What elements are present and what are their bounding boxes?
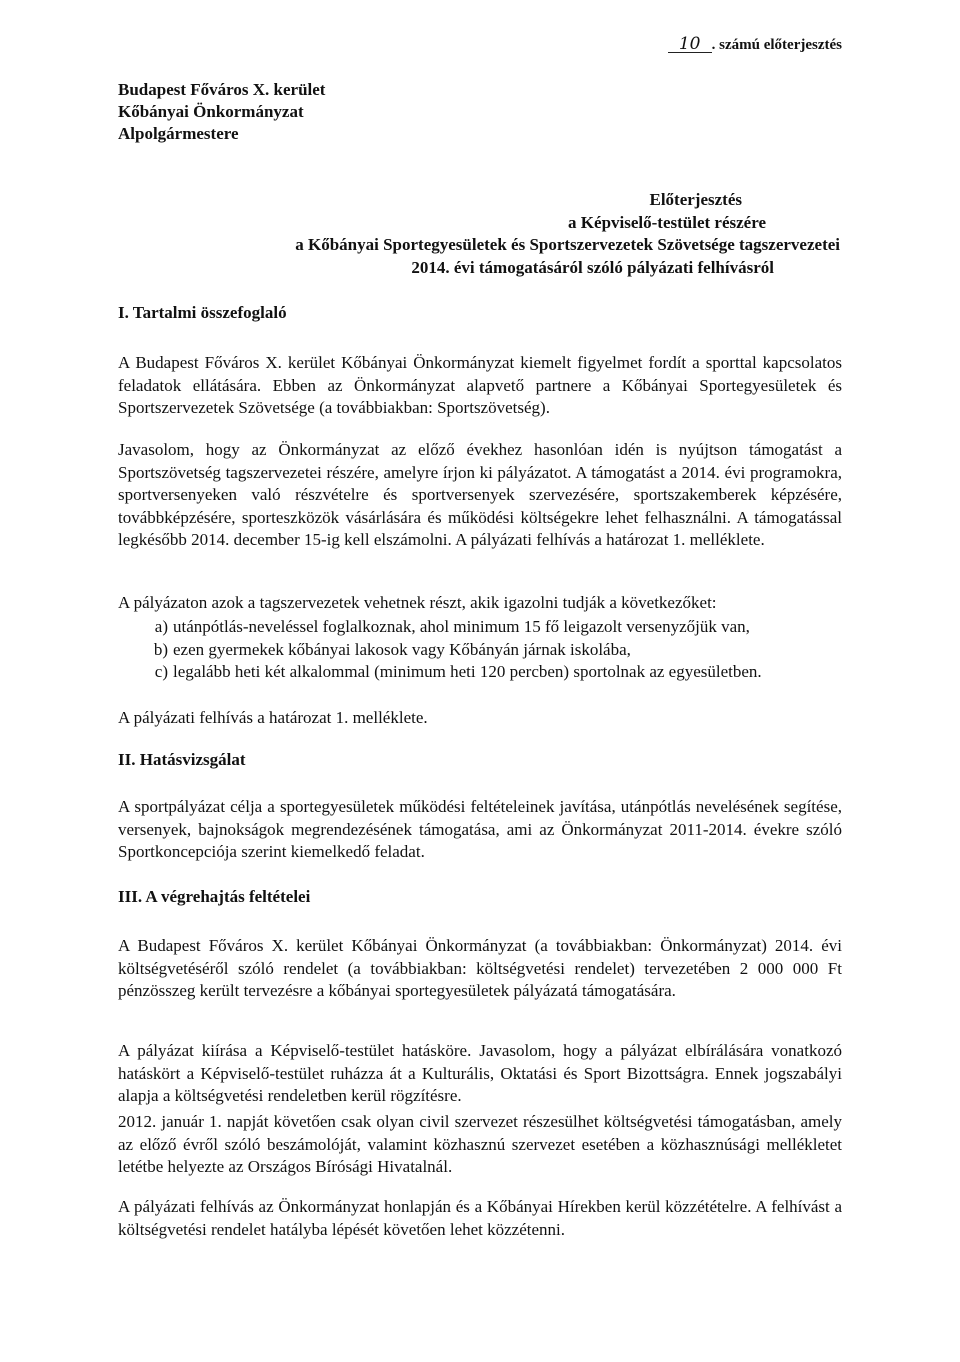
title-line-2: a Képviselő-testület részére <box>568 212 766 232</box>
section-3-paragraph-1: A Budapest Főváros X. kerület Kőbányai Önkormányzat (a továbbiakban: Önkormányzat) 2014. évi költségvetéséről szóló rendelet (a továbbiakban: költségvetési rendelet) tervezetében 2 000 000 Ft pénzösszeg került tervezésre a kőbányai sportegyesületek pályázatá támogatására. <box>118 936 842 1000</box>
issuer-line-2: Kőbányai Önkormányzat <box>118 102 304 121</box>
list-item-marker: c) <box>154 662 168 681</box>
section-1-paragraph-3: A pályázaton azok a tagszervezetek vehetnek részt, akik igazolni tudják a következőket: <box>118 593 717 612</box>
section-2-heading: II. Hatásvizsgálat <box>118 750 246 769</box>
section-1-heading: I. Tartalmi összefoglaló <box>118 303 287 322</box>
list-item-marker: b) <box>153 639 168 659</box>
title-line-4: 2014. évi támogatásáról szóló pályázati felhívásról <box>411 257 774 277</box>
list-item <box>118 616 762 639</box>
list-item-text: legalább heti két alkalommal (minimum heti 120 percben) sportolnak az egyesületben. <box>173 662 762 681</box>
eligibility-list <box>118 616 762 684</box>
list-item <box>118 639 762 662</box>
section-3-paragraph-3: 2012. január 1. napját követően csak olyan civil szervezet részesülhet költségvetési támogatásban, amely az előző évről szóló beszámolóját, valamint közhasznú szervezet esetében a közhasznúsági mellékletet letétbe helyezte az Országos Bírósági Hivatalnál. <box>118 1112 842 1176</box>
list-item <box>118 661 762 684</box>
list-item-text: ezen gyermekek kőbányai lakosok vagy Kőbányán járnak iskolába, <box>173 639 631 659</box>
issuer-block <box>118 79 325 145</box>
title-line-1: Előterjesztés <box>649 190 742 209</box>
issuer-line-3: Alpolgármestere <box>118 124 239 143</box>
section-3-heading: III. A végrehajtás feltételei <box>118 887 311 906</box>
section-2-paragraph-1: A sportpályázat célja a sportegyesületek működési feltételeinek javítása, utánpótlás nevelésének segítése, versenyek, bajnokságok megrendezésének támogatása, ami az Önkormányzat 2011-2014. évekre szóló Sportkoncepciója szerint kiemelkedő feladat. <box>118 797 842 861</box>
section-1-paragraph-1: A Budapest Főváros X. kerület Kőbányai Önkormányzat kiemelt figyelmet fordít a sporttal kapcsolatos feladatok ellátására. Ebben az Önkormányzat alapvető partnere a Kőbányai Sportegyesületek és Sportszervezetek Szövetsége (a továbbiakban: Sportszövetség). <box>118 353 842 417</box>
section-3-paragraph-4: A pályázati felhívás az Önkormányzat honlapján és a Kőbányai Hírekben kerül közzétételre. A felhívást a költségvetési rendelet hatályba lépését követően lehet közzétenni. <box>118 1197 842 1239</box>
handwritten-number: 10 <box>668 36 712 53</box>
issuer-line-1: Budapest Főváros X. kerület <box>118 80 326 99</box>
document-title <box>118 189 840 279</box>
section-1-paragraph-4: A pályázati felhívás a határozat 1. melléklete. <box>118 708 428 727</box>
list-item-text: utánpótlás-neveléssel foglalkoznak, ahol minimum 15 fő leigazolt versenyzőjük van, <box>173 617 750 636</box>
section-3-paragraph-2: A pályázat kiírása a Képviselő-testület hatásköre. Javasolom, hogy a pályázat elbírálására vonatkozó hatáskört a Képviselő-testület ruházza át a Kulturális, Oktatási és Sport Bizottságra. Ennek jogszabályi alapja a költségvetési rendeletben kerül rögzítésre. <box>118 1041 842 1105</box>
list-item-marker: a) <box>154 617 168 636</box>
section-1-paragraph-2: Javasolom, hogy az Önkormányzat az előző évekhez hasonlóan idén is nyújtson támogatást a Sportszövetség tagszervezetei részére, amelyre írjon ki pályázatot. A támogatást a 2014. évi programokra, sportversenyeken való részvételre és sportversenyek szervezésére, sportszakemberek képzésére, továbbképzésére, sporteszközök vásárlására és működési költségekre lehet felhasználni. A támogatással legkésőbb 2014. december 15-ig kell elszámolni. A pályázati felhívás a határozat 1. melléklete. <box>118 440 842 549</box>
title-line-3: a Kőbányai Sportegyesületek és Sportszervezetek Szövetsége tagszervezetei <box>295 235 840 254</box>
submission-number-label: . számú előterjesztés <box>711 37 842 53</box>
submission-number <box>668 36 842 54</box>
